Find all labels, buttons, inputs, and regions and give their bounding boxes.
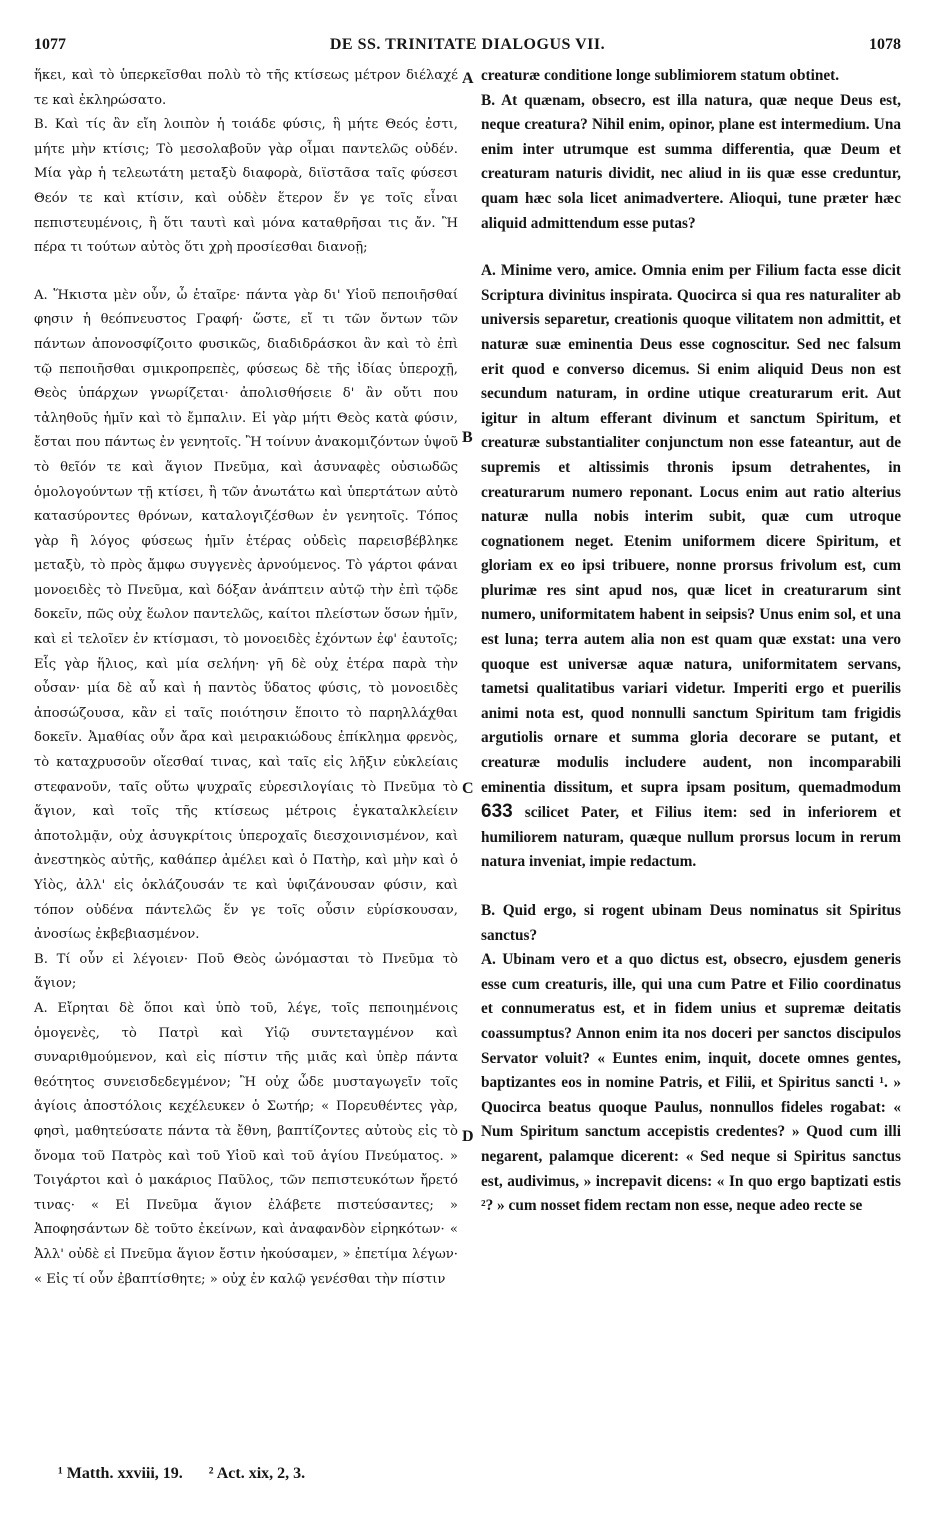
left-page-number: 1077 bbox=[34, 36, 66, 53]
section-marker-b: B bbox=[462, 429, 473, 446]
greek-paragraph: B. Τί οὖν εἰ λέγοιεν· Ποῦ Θεὸς ὠνόμασται τὸ Πνεῦμα τὸ ἅγιον; bbox=[34, 951, 458, 992]
greek-paragraph: B. Καὶ τίς ἂν εἴη λοιπὸν ἡ τοιάδε φύσις, ἣ μήτε Θεός ἐστι, μήτε μὴν κτίσις; Τὸ μεσολαβοῦν γὰρ οἶμαι παντελῶς οὐδέν. Μία γὰρ ἡ τελεωτάτη μεταξὺ διαφορὰ, διϊστᾶσα ταῖς φύσεσι Θεόν τε καὶ κτίσιν, καὶ οὐδὲν ἕτερον ἕν γε τοῖς εἶναι πεπιστευμένοις, ἢ ὅτι ταυτὶ καὶ μόνα καταθρῆσαι τις ἄν. Ἢ πέρα τι τούτων αὐτὸς ὅτι χρὴ προσίεσθαι διανοῇ; bbox=[34, 117, 458, 256]
latin-paragraph: B. At quænam, obsecro, est illa natura, quæ neque Deus est, neque creatura? Nihil enim, opinor, plane est intermedium. Una enim inter utrumque est summa differentia, quæ Deum et creaturam naturis dividit, nec aliud in iis quæ esse creduntur, quam hæc sola licet animadvertere. Alioqui, tune præter hæc aliquid admittendum esse putas? bbox=[481, 91, 901, 232]
footnote: ² Act. xix, 2, 3. bbox=[208, 1465, 306, 1482]
greek-column bbox=[34, 64, 458, 1292]
latin-paragraph: A. Ubinam vero et a quo dictus est, obsecro, ejusdem generis esse cum creaturis, ille, qui una cum Patre et Filio coordinatus et connumeratus est, et in fidem unius et supremæ deitatis coassumptus? Annon enim ita nos doceri per sanctos discipulos Servator voluit? « Euntes enim, inquit, docete omnes gentes, baptizantes eos in nomine Patris, et Filii, et Spiritus sancti ¹. » Quocirca beatus quoque Paulus, nonnullos fideles rogabat: « Num Spiritum sanctum accepistis credentes? » Quod cum illi negarent, palamque dicerent: « Sed neque si Spiritus sanctus est, audivimus, » increpavit dicens: « In quo ergo baptizati estis ²? » cum nosset fidem rectam non esse, neque adeo recte se bbox=[481, 951, 901, 1215]
greek-paragraph: ἥκει, καὶ τὸ ὑπερκεῖσθαι πολὺ τὸ τῆς κτίσεως μέτρον διέλαχέ τε καὶ ἐκληρώσατο. bbox=[34, 68, 458, 108]
section-marker-a: A bbox=[462, 70, 474, 87]
latin-column bbox=[481, 64, 901, 1219]
running-title: DE SS. TRINITATE DIALOGUS VII. bbox=[329, 36, 606, 53]
page-header bbox=[34, 36, 901, 62]
latin-text: scilicet Pater, et Filius item: sed in inferiorem et humiliorem naturam, quæque nullum prorsus locum in rerum natura inveniat, impie redactum. bbox=[481, 804, 901, 871]
greek-paragraph: A. Εἴρηται δὲ ὅποι καὶ ὑπὸ τοῦ, λέγε, τοῖς πεποιημένοις ὁμογενὲς, τὸ Πατρὶ καὶ Υἱῷ συντεταγμένον καὶ συναριθμούμενον, καὶ εἰς πίστιν τῆς μιᾶς καὶ ὑπὲρ πάντα θεότητος συνεισδεδεγμένον; Ἢ οὐχ ὧδε μυσταγωγεῖν τοῖς ἁγίοις ἀποστόλοις κεχέλευκεν ὁ Σωτήρ; « Πορευθέντες γὰρ, φησὶ, μαθητεύσατε πάντα τὰ ἔθνη, βαπτίζοντες αὐτοὺς εἰς τὸ ὄνομα τοῦ Πατρὸς καὶ τοῦ Υἱοῦ καὶ τοῦ ἁγίου Πνεύματος. » Τοιγάρτοι καὶ ὁ μακάριος Παῦλος, τῶν πεπιστευκότων ἤρετό τινας· « Εἰ Πνεῦμα ἅγιον ἐλάβετε πιστεύσαντες; » Ἀποφησάντων δὲ τοῦτο ἐκείνων, καὶ ἀναφανδὸν εἰρηκότων· « Ἀλλ' οὐδὲ εἰ Πνεῦμα ἅγιον ἔστιν ἠκούσαμεν, » ἐπετίμα λέγων· « Εἰς τί οὖν ἐβαπτίσθητε; » οὐχ ἐν καλῷ γενέσθαι τὴν πίστιν bbox=[34, 1000, 458, 1287]
footnotes bbox=[58, 1465, 618, 1483]
latin-paragraph: creaturæ conditione longe sublimiorem statum obtinet. bbox=[481, 67, 840, 84]
latin-paragraph bbox=[481, 259, 901, 875]
greek-paragraph: A. Ἥκιστα μὲν οὖν, ὦ ἑταῖρε· πάντα γὰρ δι' Υἱοῦ πεποιῆσθαί φησιν ἡ θεόπνευστος Γραφή· ὥστε, εἴ τι τῶν ὄντων τῶν πάντων ἀπονοσφίζοιτο φυσικῶς, διαδιδράσκοι ἂν καὶ τὸ ἐπὶ τῷ πεποιῆσθαι σμικροπρεπὲς, φύσεως δὲ τῆς ἰδίας ὑπεροχῇ, Θεὸς ὑπάρχων γνωρίζεται· ἀπολισθήσειε δ' ἂν οὔτι που τἀληθοῦς ἡμῖν καὶ τὸ ἔμπαλιν. Εἰ γὰρ μήτι Θεὸς κατὰ φύσιν, ἔσται που πάντως ἐν γενητοῖς. Ἢ τοίνυν ἀνακομιζόντων ὑψοῦ τὸ θεῖόν τε καὶ ἅγιον Πνεῦμα, καὶ ἀσυναφὲς οὐσιωδῶς ὁμολογούντων τῇ κτίσει, ἢ τῶν ἀνωτάτω καὶ ὑπερτάτων αὐτὸ κατασύροντες θρόνων, καταλογιζέσθων ἐν γενητοῖς. Τόπος γὰρ ἢ λόγος φύσεως ἡμῖν ἑτέρας οὐδεὶς παρεισβέβληκε μεταξὺ, τὸ πρὸς ἄμφω συγγενὲς ἀρνούμενος. Τὸ γάρτοι φάναι μονοειδὲς τὸ Πνεῦμα, καὶ δόξαν ἀνάπτειν αὐτῷ τὴν ἐπὶ τῷδε δοκεῖν, πῶς οὐχ ἕωλον παντελῶς, καίτοι πλείστων ὅσων ἡμῖν, καὶ εἰ τελοῖεν ἐν κτίσμασι, τὸ μονοειδὲς ἐχόντων ἐφ' ἑαυτοῖς; Εἷς γὰρ ἥλιος, καὶ μία σελήνη· γῆ δὲ οὐχ ἑτέρα παρὰ τὴν οὖσαν· μία δὲ αὖ καὶ ἡ παντὸς ὕδατος φύσις, τὸ μονοειδὲς ἀποσώζουσα, κἂν εἰ ταῖς ποιότησιν ἕποιτο τὸ παρηλλάχθαι δοκεῖν. Ἀμαθίας οὖν ἄρα καὶ μειρακιώδους ἐπίκλημα φρενὸς, τὸ καταχρυσοῦν οἴεσθαί τινας, καὶ ταῖς εἰς λῆξιν εὐκλείαις στεφανοῦν, ταῖς οὕτω ψυχραῖς εὑρεσιλογίαις τὸ Πνεῦμα τὸ ἅγιον, καὶ τοῖς τῆς κτίσεως μέτροις ἐγκαταλκλείειν ἀποτολμᾷν, οὐχ ἀσυγκρίτοις ὑπεροχαῖς διεσχοινισμένον, καὶ ἀνεστηκὸς αὐτῆς, καθάπερ ἀμέλει καὶ ὁ Πατὴρ, καὶ μὴν καὶ ὁ Υἱὸς, ἀλλ' εἰς ὀκλάζουσάν τε καὶ ὑφιζάνουσαν φύσιν, καὶ τόπον οὐδένα πάντελῶς ἕν γε τοῖς οὖσιν εὑρίσκουσαν, ἀνοσίως ἐκβεβιασμένον. bbox=[34, 287, 459, 943]
section-marker-d: D bbox=[462, 1128, 474, 1145]
right-page-number: 1078 bbox=[869, 36, 901, 53]
latin-paragraph: B. Quid ergo, si rogent ubinam Deus nominatus sit Spiritus sanctus? bbox=[481, 902, 901, 944]
latin-text: A. Minime vero, amice. Omnia enim per Filium facta esse dicit Scriptura divinitus inspirata. Quocirca si qua res naturaliter ab universis separetur, creationis quoque vilitatem non admittit, et naturæ suæ eminentia Deus esse cognoscitur. Sed nec falsum erit quod e converso dicemus. Si enim aliquid Deus non est secundum naturam, in ordine utique creaturarum erit. Aut igitur in altum efferant divinum et sanctum Spiritum, et creaturæ substantialiter conjunctum non esse fateantur, aut de supremis et altissimis thronis ipsum detrahentes, in creaturarum numero reponant. Locus enim aut ratio alterius naturæ nulla nobis interim subit, quæ cum utroque cognationem neget. Etenim uniformem dicere Spiritum, et gloriam ex eo ipsi tribuere, nonne prorsus frivolum est, cum plurimæ res sint apud nos, quæ licet in creaturarum sint numero, uniformitatem habent in seipsis? Unus enim sol, et una est luna; terra autem alia non est quam quæ exstat: una vero quoque est universæ aquæ natura, uniformitatem servans, tametsi qualitatibus variari videtur. Imperiti ergo et puerilis animi nota est, quod nonnulli sanctum Spiritum tam frigidis argutiolis ornare et summa gloria decorare se putant, et creaturæ modulis includere audent, non incomparabili eminentia dissitum, et supra ipsam positum, quemadmodum bbox=[481, 262, 901, 796]
column-number: 633 bbox=[481, 801, 513, 823]
footnote: ¹ Matth. xxviii, 19. bbox=[58, 1465, 183, 1482]
section-marker-c: C bbox=[462, 780, 474, 797]
